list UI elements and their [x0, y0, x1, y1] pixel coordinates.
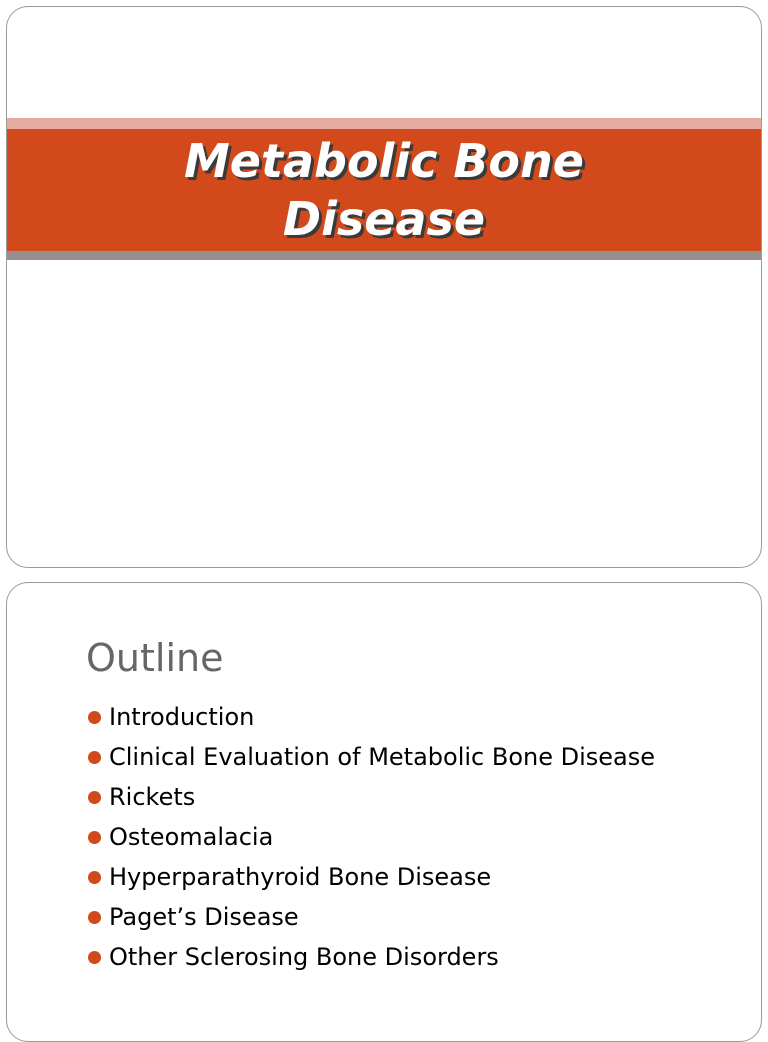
slide-title: Metabolic Bone Disease	[184, 134, 584, 246]
outline-slide	[6, 582, 762, 1042]
list-item	[86, 941, 706, 974]
list-item	[86, 741, 706, 774]
list-item-text: Hyperparathyroid Bone Disease	[109, 863, 492, 891]
list-item-text: Rickets	[109, 783, 196, 811]
circle-bullet-icon	[88, 871, 101, 884]
list-item	[86, 861, 706, 894]
circle-bullet-icon	[88, 711, 101, 724]
circle-bullet-icon	[88, 951, 101, 964]
list-item	[86, 701, 706, 734]
circle-bullet-icon	[88, 831, 101, 844]
list-item	[86, 821, 706, 854]
outline-list	[86, 701, 706, 981]
title-band	[7, 129, 761, 251]
circle-bullet-icon	[88, 911, 101, 924]
title-slide	[6, 6, 762, 568]
list-item-text: Paget’s Disease	[109, 903, 299, 931]
circle-bullet-icon	[88, 751, 101, 764]
list-item-text: Osteomalacia	[109, 823, 274, 851]
list-item	[86, 781, 706, 814]
list-item	[86, 901, 706, 934]
list-item-text: Clinical Evaluation of Metabolic Bone Disease	[109, 743, 656, 771]
title-band-bottom-stripe	[7, 251, 761, 260]
list-item-text: Introduction	[109, 703, 255, 731]
list-item-text: Other Sclerosing Bone Disorders	[109, 943, 499, 971]
outline-heading: Outline	[86, 636, 224, 680]
circle-bullet-icon	[88, 791, 101, 804]
title-band-top-stripe	[7, 118, 761, 129]
